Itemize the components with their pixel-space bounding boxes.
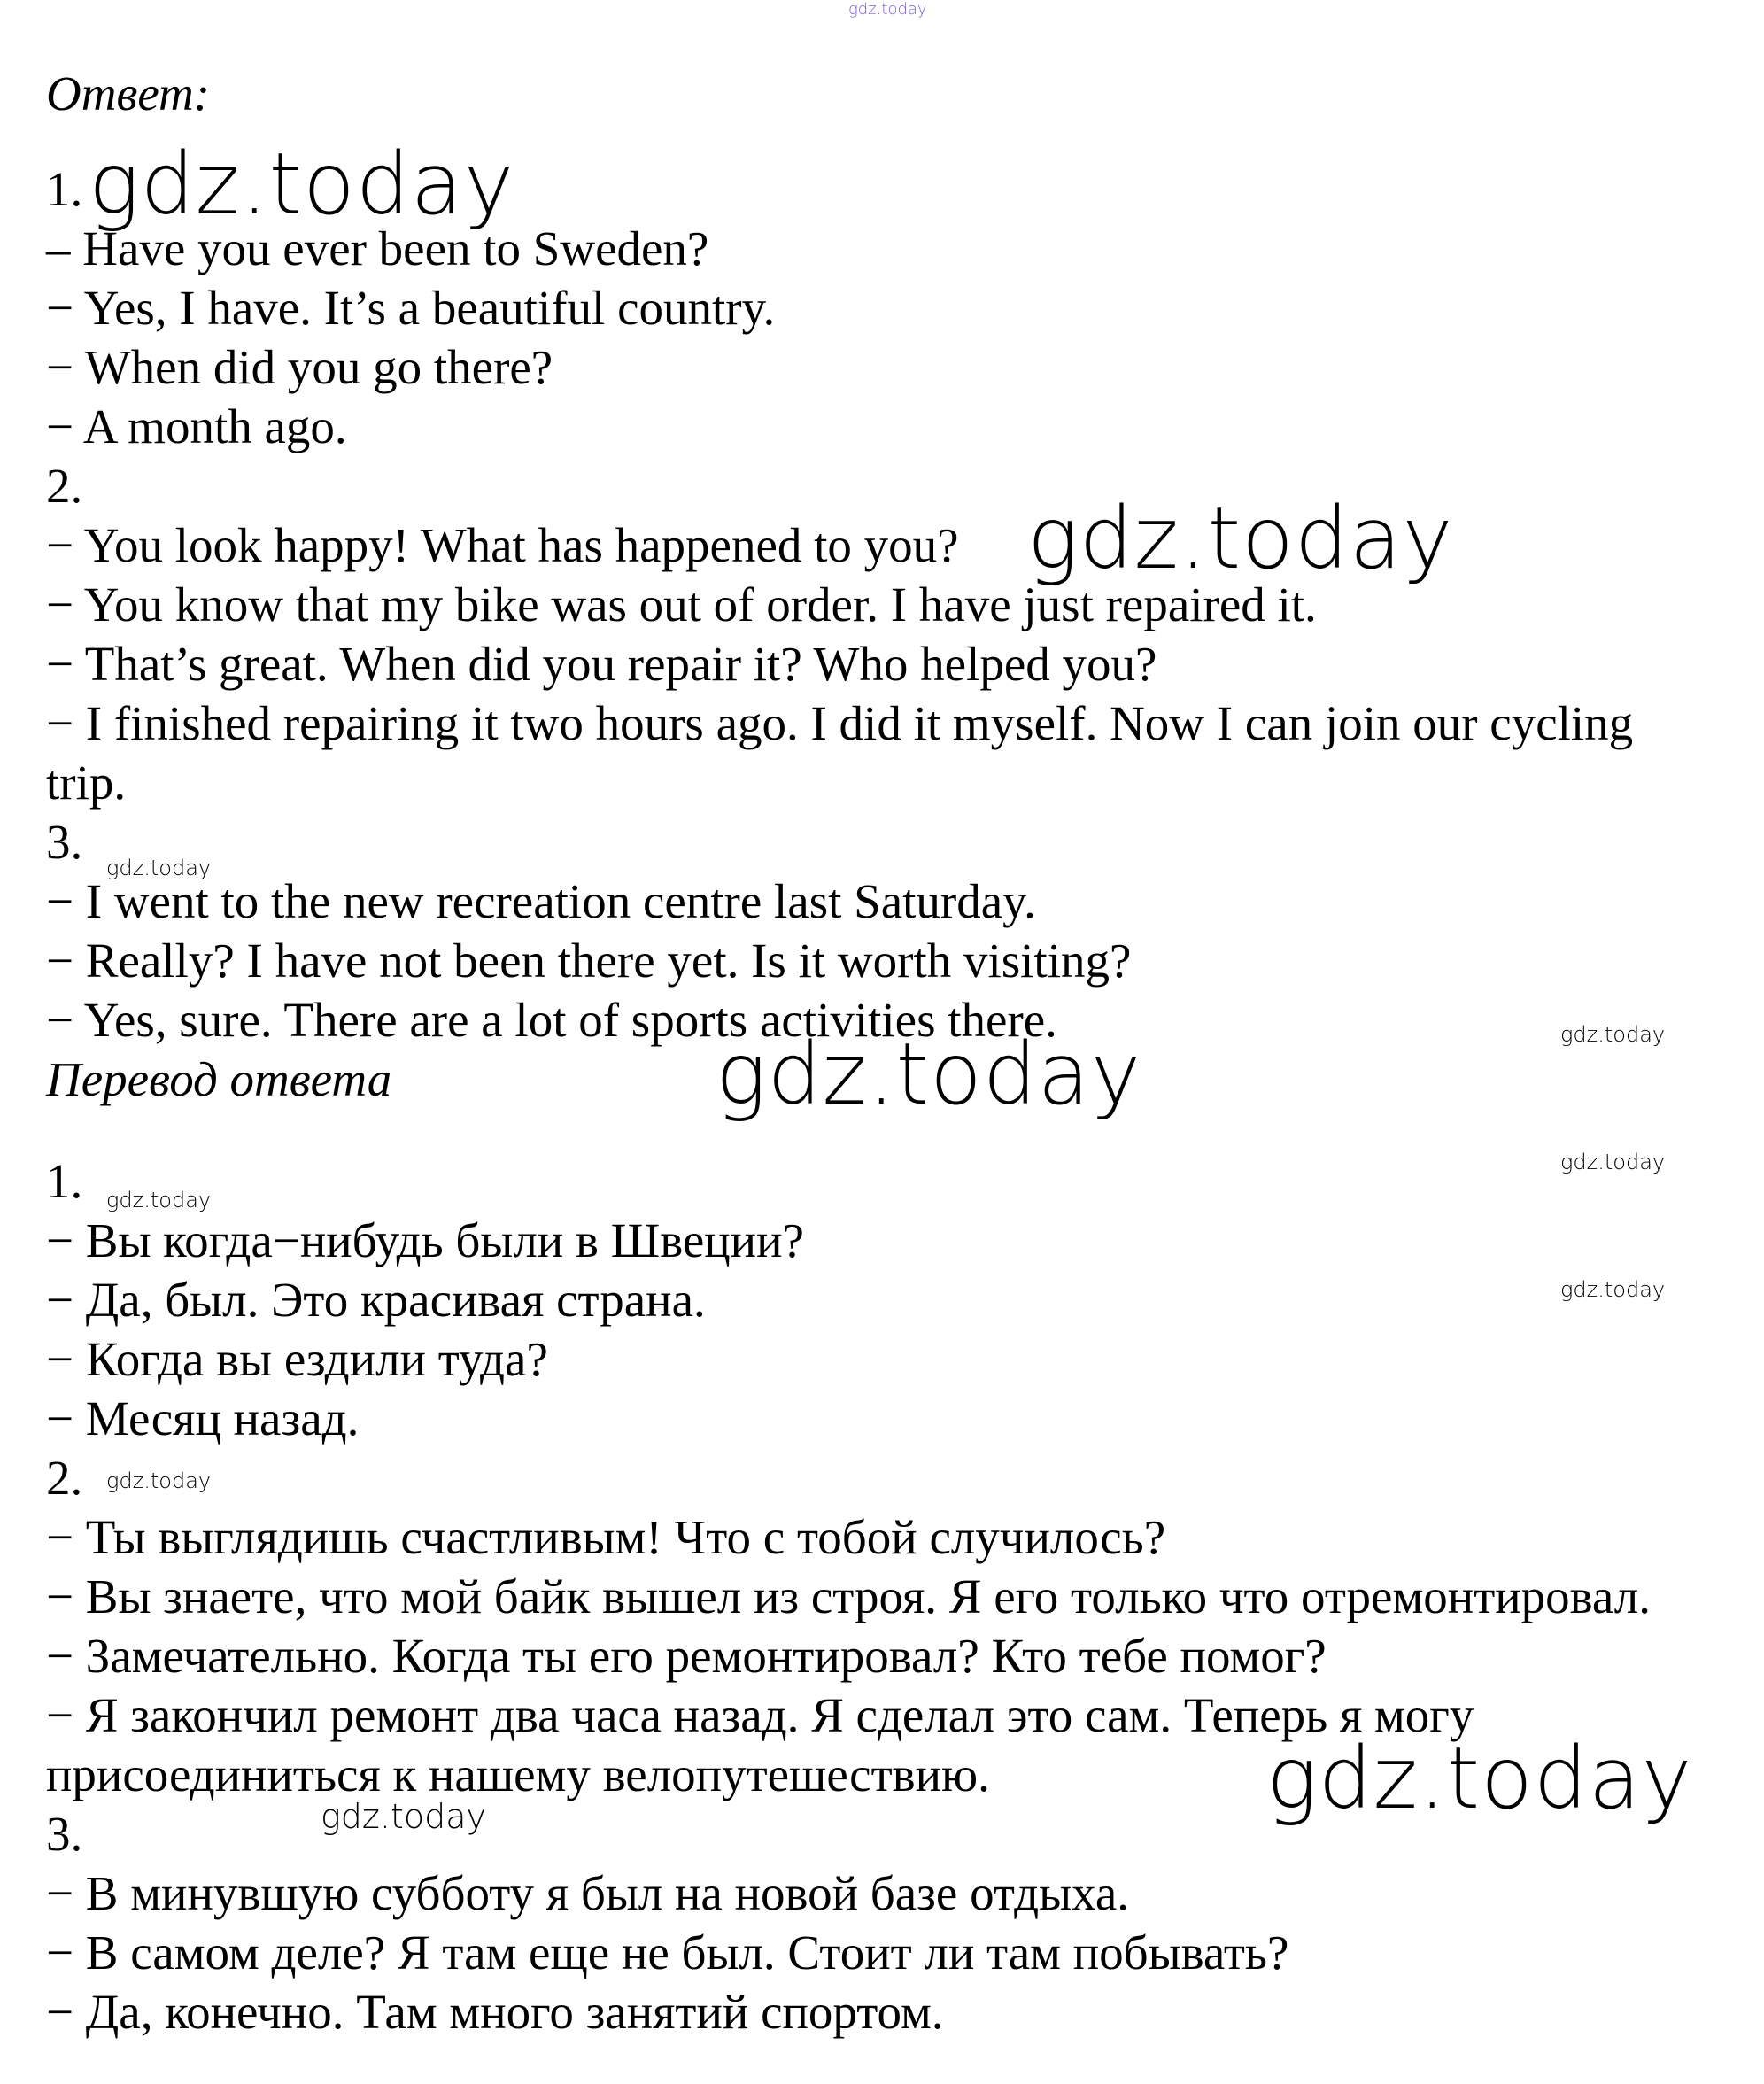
answer-item-3-line: − Yes, sure. There are a lot of sports activities there. <box>46 993 1057 1047</box>
watermark: gdz.today <box>1560 1150 1666 1174</box>
translation-item-2-line: − Я закончил ремонт два часа назад. Я сделал это сам. Теперь я могу <box>46 1688 1474 1742</box>
translation-item-2-line: − Ты выглядишь счастливым! Что с тобой случилось? <box>46 1510 1166 1564</box>
translation-item-2-line: − Замечательно. Когда ты его ремонтировал? Кто тебе помог? <box>46 1629 1327 1683</box>
answer-item-2-number: 2. <box>46 459 83 513</box>
translation-item-3-number: 3. <box>46 1807 83 1861</box>
watermark: gdz.today <box>321 1797 486 1836</box>
watermark: gdz.today <box>106 1468 212 1493</box>
answer-item-2-line: − I finished repairing it two hours ago. I did it myself. Now I can join our cycling <box>46 696 1634 750</box>
answer-heading: Ответ: <box>46 66 211 120</box>
answer-item-3-number: 3. <box>46 815 83 869</box>
watermark: gdz.today <box>1560 1277 1666 1302</box>
answer-item-2-line: − You look happy! What has happened to you? <box>46 518 959 572</box>
translation-item-1-line: − Месяц назад. <box>46 1391 360 1445</box>
answer-item-3-line: − Really? I have not been there yet. Is it worth visiting? <box>46 934 1132 988</box>
watermark: gdz.today <box>106 856 212 880</box>
watermark: gdz.today <box>1266 1729 1693 1828</box>
top-watermark: gdz.today <box>848 0 927 19</box>
translation-item-1-number: 1. <box>46 1154 83 1208</box>
translation-item-3-line: − В минувшую субботу я был на новой базе отдыха. <box>46 1866 1130 1920</box>
translation-heading: Перевод ответа <box>46 1052 392 1106</box>
watermark: gdz.today <box>1560 1022 1666 1047</box>
translation-item-2-number: 2. <box>46 1451 83 1505</box>
translation-item-1-line: − Когда вы ездили туда? <box>46 1332 548 1386</box>
answer-item-1-line: − When did you go there? <box>46 340 553 394</box>
answer-item-1-line: − Yes, I have. It’s a beautiful country. <box>46 281 776 335</box>
watermark: gdz.today <box>89 135 515 234</box>
watermark: gdz.today <box>1027 489 1454 588</box>
translation-item-3-line: − Да, конечно. Там много занятий спортом. <box>46 1985 944 2039</box>
answer-item-3-line: − I went to the new recreation centre last Saturday. <box>46 874 1036 928</box>
answer-item-2-line: − You know that my bike was out of order. I have just repaired it. <box>46 577 1317 631</box>
translation-item-3-line: − В самом деле? Я там еще не был. Стоит ли там побывать? <box>46 1925 1289 1979</box>
translation-item-1-line: − Вы когда−нибудь были в Швеции? <box>46 1213 804 1267</box>
answer-item-2-line: trip. <box>46 755 127 810</box>
watermark: gdz.today <box>716 1025 1142 1124</box>
translation-item-1-line: − Да, был. Это красивая страна. <box>46 1273 706 1327</box>
answer-item-1-line: – Have you ever been to Sweden? <box>46 221 709 275</box>
watermark: gdz.today <box>106 1188 212 1212</box>
translation-item-2-line: − Вы знаете, что мой байк вышел из строя. Я его только что отремонтировал. <box>46 1569 1651 1623</box>
answer-item-1-number: 1. <box>46 162 83 216</box>
answer-item-2-line: − That’s great. When did you repair it? Who helped you? <box>46 637 1157 691</box>
answer-item-1-line: − A month ago. <box>46 399 347 453</box>
translation-item-2-line: присоединиться к нашему велопутешествию. <box>46 1747 990 1801</box>
